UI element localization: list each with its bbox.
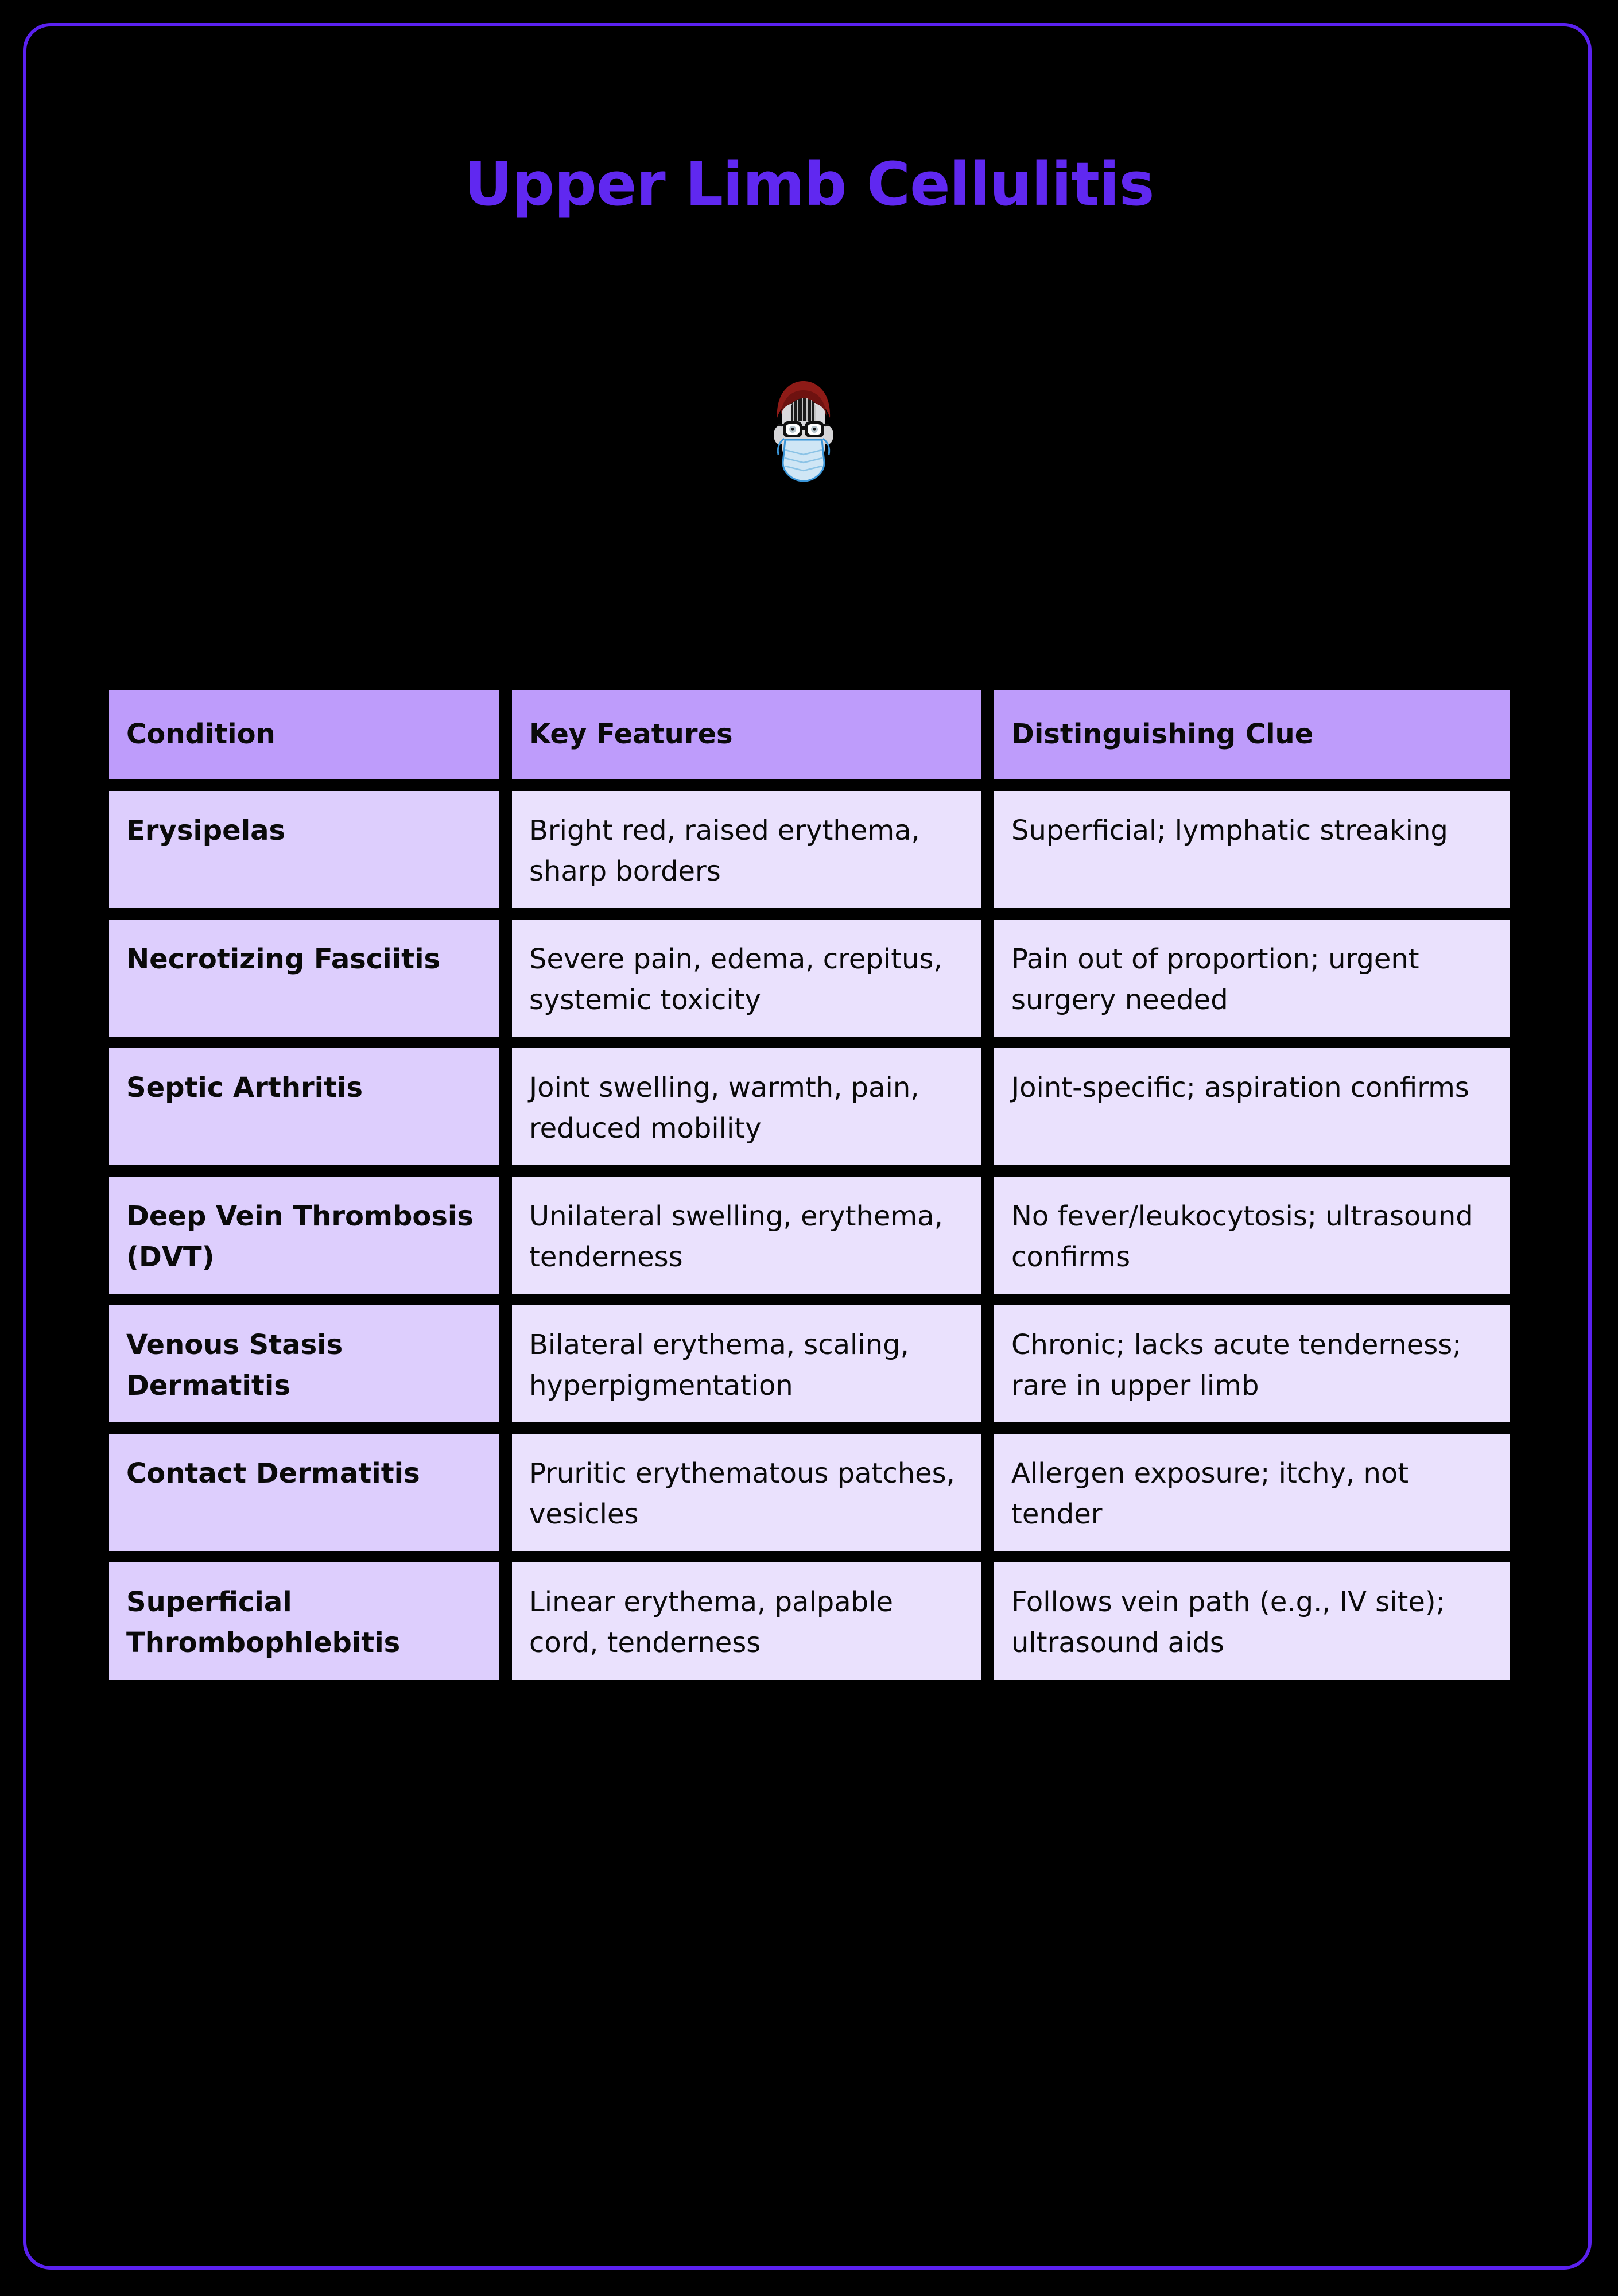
key-features-text: Pruritic erythematous patches, vesicles	[529, 1457, 955, 1531]
column-header-label: Key Features	[529, 718, 733, 751]
cell-condition	[109, 1048, 499, 1165]
page-title: Upper Limb Cellulitis	[464, 149, 1154, 219]
key-features-text: Unilateral swelling, erythema, tenderness	[529, 1200, 943, 1274]
distinguishing-clue-text: Chronic; lacks acute tenderness; rare in upper limb	[1011, 1329, 1462, 1402]
distinguishing-clue-text: Follows vein path (e.g., IV site); ultrasound aids	[1011, 1586, 1445, 1659]
condition-text: Venous Stasis Dermatitis	[126, 1329, 343, 1402]
table-row	[109, 1048, 1510, 1165]
table-row	[109, 1434, 1510, 1551]
cell-distinguishing-clue	[994, 791, 1510, 908]
cell-key-features	[512, 1177, 981, 1294]
table-row	[109, 1562, 1510, 1680]
cell-key-features	[512, 791, 981, 908]
cell-key-features	[512, 920, 981, 1037]
key-features-text: Bilateral erythema, scaling, hyperpigmentation	[529, 1329, 909, 1402]
condition-text: Superficial Thrombophlebitis	[126, 1586, 401, 1659]
key-features-text: Joint swelling, warmth, pain, reduced mobility	[529, 1072, 919, 1145]
cell-distinguishing-clue	[994, 1434, 1510, 1551]
cell-condition	[109, 1177, 499, 1294]
table-row	[109, 1305, 1510, 1422]
cell-distinguishing-clue	[994, 1562, 1510, 1680]
cell-key-features	[512, 1048, 981, 1165]
cell-condition	[109, 1562, 499, 1680]
condition-text: Deep Vein Thrombosis (DVT)	[126, 1200, 474, 1274]
column-header-condition	[109, 690, 499, 779]
cell-condition	[109, 1305, 499, 1422]
key-features-text: Severe pain, edema, crepitus, systemic toxicity	[529, 943, 942, 1017]
distinguishing-clue-text: Joint-specific; aspiration confirms	[1011, 1072, 1469, 1104]
table-row	[109, 920, 1510, 1037]
column-header-distinguishing-clue	[994, 690, 1510, 779]
cell-key-features	[512, 1305, 981, 1422]
key-features-text: Linear erythema, palpable cord, tenderness	[529, 1586, 894, 1659]
cell-distinguishing-clue	[994, 1177, 1510, 1294]
cell-condition	[109, 920, 499, 1037]
table-header-row	[109, 690, 1510, 779]
key-features-text: Bright red, raised erythema, sharp borders	[529, 815, 920, 888]
distinguishing-clue-text: Superficial; lymphatic streaking	[1011, 815, 1448, 847]
cell-condition	[109, 791, 499, 908]
table-row	[109, 1177, 1510, 1294]
condition-text: Necrotizing Fasciitis	[126, 943, 441, 976]
cell-key-features	[512, 1562, 981, 1680]
cell-condition	[109, 1434, 499, 1551]
differential-diagnosis-table	[109, 690, 1510, 1691]
cell-distinguishing-clue	[994, 1305, 1510, 1422]
condition-text: Contact Dermatitis	[126, 1457, 420, 1490]
distinguishing-clue-text: Pain out of proportion; urgent surgery needed	[1011, 943, 1419, 1017]
distinguishing-clue-text: No fever/leukocytosis; ultrasound confirms	[1011, 1200, 1473, 1274]
column-header-label: Distinguishing Clue	[1011, 718, 1314, 751]
distinguishing-clue-text: Allergen exposure; itchy, not tender	[1011, 1457, 1409, 1531]
column-header-label: Condition	[126, 718, 276, 751]
cell-key-features	[512, 1434, 981, 1551]
cell-distinguishing-clue	[994, 920, 1510, 1037]
column-header-key-features	[512, 690, 981, 779]
condition-text: Erysipelas	[126, 815, 286, 847]
cell-distinguishing-clue	[994, 1048, 1510, 1165]
doctor-face-with-mask-illustration	[752, 373, 855, 502]
table-row	[109, 791, 1510, 908]
condition-text: Septic Arthritis	[126, 1072, 363, 1104]
